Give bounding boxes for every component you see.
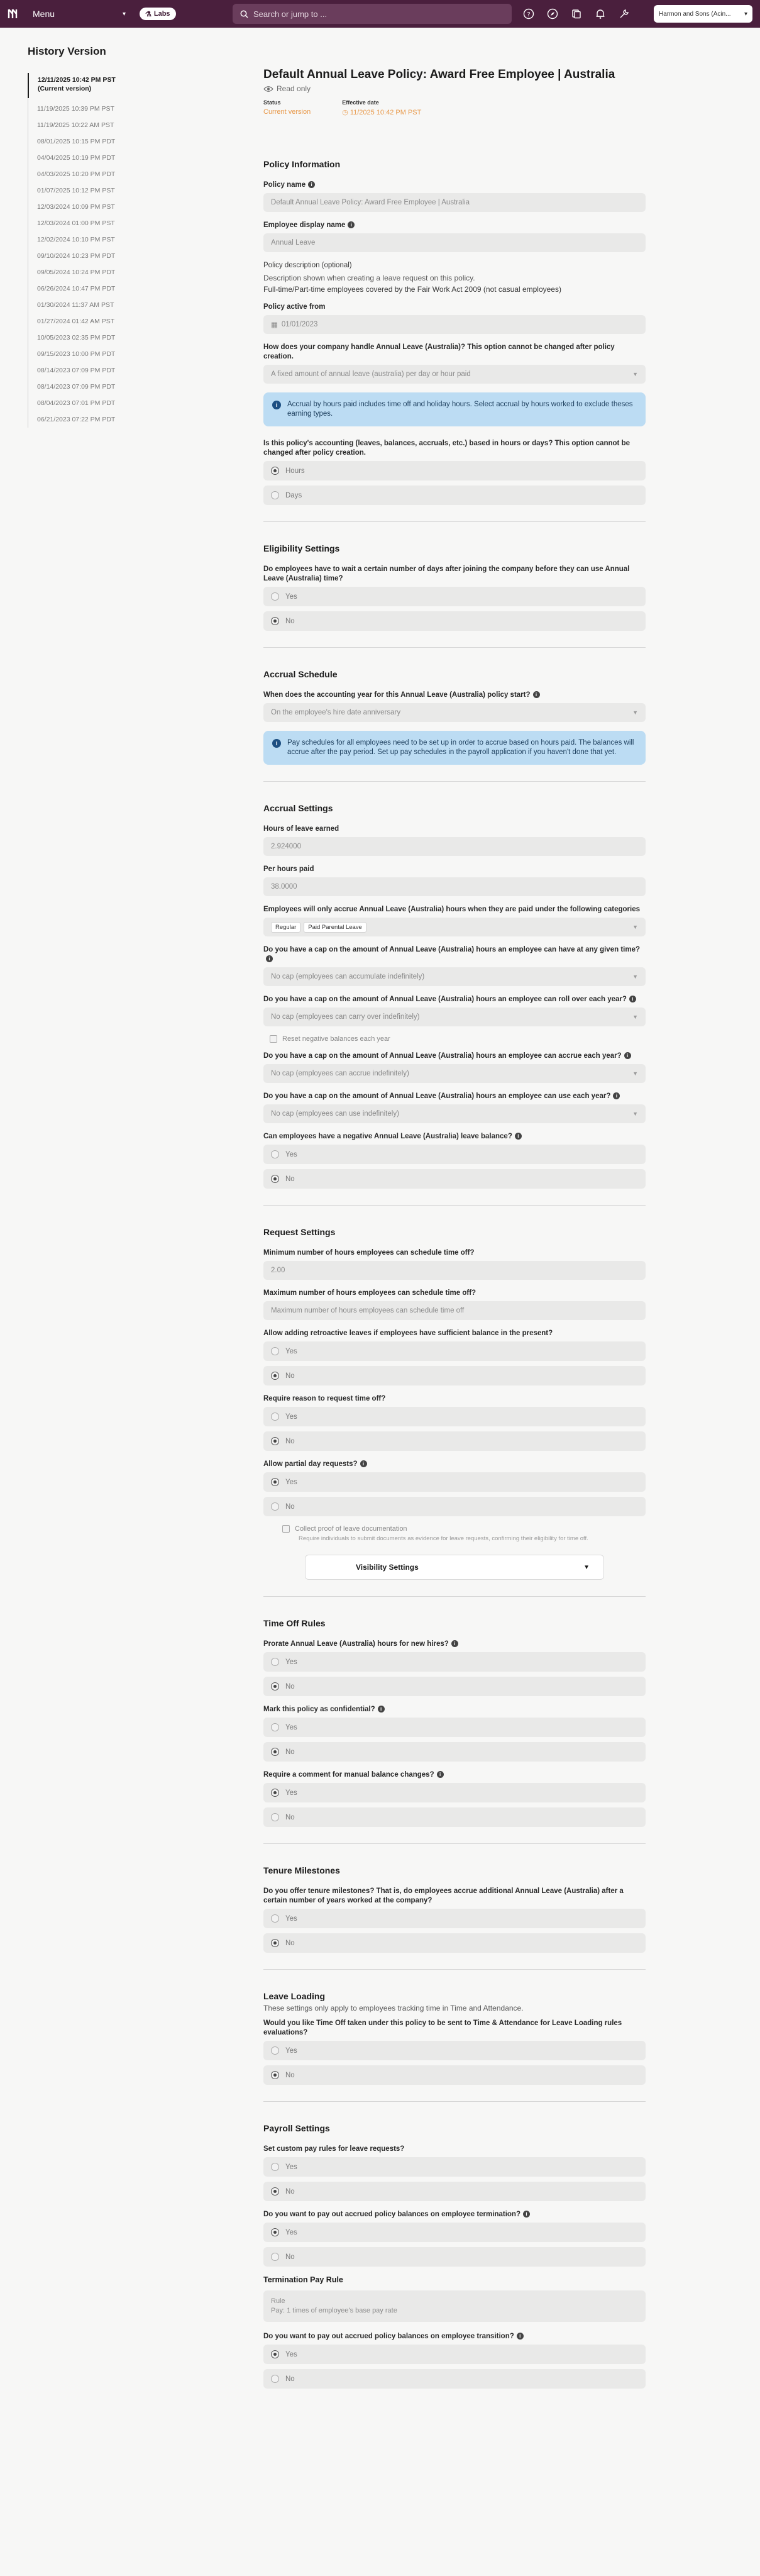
max-hours-placeholder: Maximum number of hours employees can schedule time off bbox=[271, 1307, 465, 1314]
radio-icon bbox=[271, 1658, 279, 1666]
version-item[interactable]: 01/27/2024 01:42 AM PST bbox=[37, 318, 115, 325]
chevron-down-icon: ▼ bbox=[632, 1111, 638, 1117]
leave-loading-subtitle: These settings only apply to employees tracking time in Time and Attendance. bbox=[263, 2004, 524, 2012]
radio-yes[interactable] bbox=[263, 1909, 646, 1928]
version-item[interactable]: 08/01/2025 10:15 PM PDT bbox=[37, 138, 116, 145]
radio-icon bbox=[271, 1372, 279, 1380]
help-icon[interactable] bbox=[522, 7, 536, 21]
info-icon: i bbox=[272, 739, 281, 748]
eligibility-section bbox=[263, 543, 646, 631]
radio-icon bbox=[271, 592, 279, 601]
info-icon[interactable]: i bbox=[308, 181, 315, 188]
history-sidebar bbox=[28, 45, 179, 428]
status-value: Current version bbox=[263, 108, 311, 116]
version-item[interactable]: 06/21/2023 07:22 PM PDT bbox=[37, 416, 116, 423]
section-title: Payroll Settings bbox=[263, 2123, 330, 2133]
radio-icon bbox=[271, 1789, 279, 1797]
radio-no[interactable] bbox=[263, 611, 646, 631]
version-item[interactable]: 09/05/2024 10:24 PM PDT bbox=[37, 269, 116, 276]
description-label: Policy description (optional) bbox=[263, 262, 352, 269]
version-item[interactable]: 04/03/2025 10:20 PM PDT bbox=[37, 170, 116, 178]
menu-label: Menu bbox=[33, 9, 55, 19]
radio-no[interactable] bbox=[263, 1366, 646, 1385]
accrual-settings-section bbox=[263, 803, 646, 1189]
radio-icon bbox=[271, 1175, 279, 1183]
version-item[interactable]: 08/04/2023 07:01 PM PDT bbox=[37, 399, 116, 407]
radio-no[interactable] bbox=[263, 2182, 646, 2201]
compass-icon[interactable] bbox=[546, 7, 559, 21]
hours-earned-label: Hours of leave earned bbox=[263, 825, 339, 833]
radio-label: No bbox=[285, 2375, 295, 2383]
radio-icon bbox=[271, 2253, 279, 2261]
radio-yes[interactable] bbox=[263, 2041, 646, 2060]
radio-label: No bbox=[285, 617, 295, 625]
version-item[interactable]: 01/07/2025 10:12 PM PST bbox=[37, 187, 115, 194]
radio-label: No bbox=[285, 1813, 295, 1821]
info-icon[interactable]: i bbox=[515, 1133, 522, 1140]
radio-icon bbox=[271, 617, 279, 625]
flask-icon: ⚗ bbox=[145, 10, 151, 18]
info-icon[interactable]: i bbox=[451, 1640, 458, 1647]
radio-label: Yes bbox=[285, 1789, 297, 1797]
cap-use-label: Do you have a cap on the amount of Annual Leave (Australia) hours an employee can use each year? bbox=[263, 1092, 611, 1100]
chevron-down-icon: ▼ bbox=[632, 974, 638, 980]
radio-label: Yes bbox=[285, 2228, 297, 2236]
readonly-label: Read only bbox=[277, 84, 311, 93]
divider bbox=[263, 781, 646, 782]
section-title: Eligibility Settings bbox=[263, 543, 340, 553]
radio-no[interactable] bbox=[263, 1933, 646, 1953]
version-item[interactable]: 04/04/2025 10:19 PM PDT bbox=[37, 154, 116, 162]
version-meta bbox=[263, 99, 646, 116]
custom-pay-label: Set custom pay rules for leave requests? bbox=[263, 2145, 405, 2153]
info-icon[interactable]: i bbox=[517, 2333, 524, 2340]
calendar-icon: ▦ bbox=[271, 321, 278, 329]
section-title: Tenure Milestones bbox=[263, 1865, 340, 1875]
cap-roll-select[interactable] bbox=[263, 1008, 646, 1026]
radio-icon bbox=[271, 491, 279, 499]
documents-icon[interactable] bbox=[570, 7, 583, 21]
visibility-settings-button[interactable] bbox=[305, 1555, 604, 1580]
radio-label: Yes bbox=[285, 1478, 297, 1486]
radio-no[interactable] bbox=[263, 1742, 646, 1762]
categories-multiselect[interactable] bbox=[263, 918, 646, 936]
handle-label: How does your company handle Annual Leave (Australia)? This option cannot be changed after policy creation. bbox=[263, 343, 615, 360]
effective-label: Effective date bbox=[342, 99, 379, 106]
radio-yes[interactable] bbox=[263, 1472, 646, 1492]
effective-value: 11/2025 10:42 PM PST bbox=[350, 108, 422, 116]
version-item[interactable]: 12/03/2024 01:00 PM PST bbox=[37, 219, 115, 227]
proof-checkbox-row[interactable] bbox=[282, 1525, 646, 1533]
radio-yes[interactable] bbox=[263, 2157, 646, 2177]
radio-icon bbox=[271, 467, 279, 475]
divider bbox=[263, 521, 646, 522]
radio-no[interactable] bbox=[263, 2065, 646, 2085]
request-settings-section bbox=[263, 1227, 646, 1580]
divider bbox=[263, 1205, 646, 1206]
checkbox[interactable] bbox=[282, 1525, 290, 1533]
radio-icon bbox=[271, 1437, 279, 1445]
radio-no[interactable] bbox=[263, 1807, 646, 1827]
year-start-value: On the employee's hire date anniversary bbox=[271, 709, 401, 716]
display-name-label: Employee display name bbox=[263, 221, 346, 229]
radio-no[interactable] bbox=[263, 1431, 646, 1451]
chevron-down-icon: ▼ bbox=[583, 1563, 590, 1571]
menu-button[interactable] bbox=[33, 6, 126, 21]
top-navigation-bar bbox=[0, 0, 760, 28]
radio-no[interactable] bbox=[263, 1497, 646, 1516]
status-label: Status bbox=[263, 99, 281, 106]
cap-any-value: No cap (employees can accumulate indefinitely) bbox=[271, 973, 425, 980]
radio-label: Yes bbox=[285, 2350, 297, 2358]
radio-hours[interactable] bbox=[263, 461, 646, 480]
radio-yes[interactable] bbox=[263, 1718, 646, 1737]
info-banner bbox=[263, 392, 646, 426]
radio-label: No bbox=[285, 1502, 295, 1511]
cap-use-value: No cap (employees can use indefinitely) bbox=[271, 1110, 399, 1118]
leave-loading-section bbox=[263, 1991, 646, 2085]
chevron-down-icon: ▼ bbox=[632, 709, 638, 716]
description-sublabel: Description shown when creating a leave request on this policy. bbox=[263, 274, 475, 282]
version-item-current[interactable] bbox=[28, 73, 179, 98]
version-item[interactable]: 08/14/2023 07:09 PM PDT bbox=[37, 383, 116, 391]
partial-day-label: Allow partial day requests? bbox=[263, 1460, 358, 1468]
page-title: Default Annual Leave Policy: Award Free Employee | Australia bbox=[263, 68, 615, 81]
divider bbox=[263, 2101, 646, 2102]
prorate-label: Prorate Annual Leave (Australia) hours for new hires? bbox=[263, 1640, 449, 1648]
version-item[interactable]: 06/26/2024 10:47 PM PDT bbox=[37, 285, 116, 292]
radio-icon bbox=[271, 1502, 279, 1511]
info-icon: i bbox=[272, 401, 281, 409]
radio-icon bbox=[271, 2046, 279, 2055]
eye-icon bbox=[263, 86, 273, 92]
per-hours-input[interactable] bbox=[263, 877, 646, 896]
radio-icon bbox=[271, 2228, 279, 2236]
radio-label: No bbox=[285, 1682, 295, 1690]
handle-select[interactable] bbox=[263, 365, 646, 384]
chevron-down-icon: ▼ bbox=[632, 1014, 638, 1020]
policy-name-value: Default Annual Leave Policy: Award Free Employee | Australia bbox=[271, 199, 470, 206]
policy-name-input[interactable] bbox=[263, 193, 646, 212]
radio-label: Days bbox=[285, 491, 302, 499]
radio-icon bbox=[271, 1478, 279, 1486]
version-item[interactable]: 09/10/2024 10:23 PM PDT bbox=[37, 252, 116, 260]
version-item[interactable]: 12/03/2024 10:09 PM PST bbox=[37, 203, 115, 211]
per-hours-value: 38.0000 bbox=[271, 883, 297, 891]
reset-negative-checkbox-row[interactable] bbox=[270, 1035, 646, 1043]
radio-yes[interactable] bbox=[263, 2223, 646, 2242]
search-icon bbox=[240, 10, 248, 18]
tenure-label: Do you offer tenure milestones? That is, do employees accrue additional Annual Leave (Australia) after a certain number of years worked at the company? bbox=[263, 1887, 624, 1904]
info-icon[interactable]: i bbox=[624, 1052, 631, 1059]
confidential-label: Mark this policy as confidential? bbox=[263, 1706, 375, 1713]
clock-icon: ◷ bbox=[342, 109, 348, 116]
section-title: Request Settings bbox=[263, 1227, 336, 1237]
version-item[interactable]: 08/14/2023 07:09 PM PDT bbox=[37, 367, 116, 374]
rule-label: Rule bbox=[271, 2297, 285, 2305]
history-title: History Version bbox=[28, 45, 106, 57]
info-icon[interactable]: i bbox=[533, 691, 540, 698]
checkbox[interactable] bbox=[270, 1035, 277, 1043]
radio-label: No bbox=[285, 1939, 295, 1947]
radio-yes[interactable] bbox=[263, 1407, 646, 1426]
cap-use-select[interactable] bbox=[263, 1104, 646, 1123]
cap-accrue-label: Do you have a cap on the amount of Annual Leave (Australia) hours an employee can accrue each year? bbox=[263, 1052, 622, 1060]
hours-earned-input[interactable] bbox=[263, 837, 646, 856]
version-current-note: (Current version) bbox=[38, 85, 92, 92]
radio-yes[interactable] bbox=[263, 1652, 646, 1672]
year-start-select[interactable] bbox=[263, 703, 646, 722]
radio-label: Yes bbox=[285, 1413, 297, 1421]
year-start-label: When does the accounting year for this Annual Leave (Australia) policy start? bbox=[263, 691, 531, 699]
categories-label: Employees will only accrue Annual Leave (Australia) hours when they are paid under the following categories bbox=[263, 906, 640, 913]
labs-label: Labs bbox=[153, 10, 170, 18]
section-title: Leave Loading bbox=[263, 1991, 326, 2001]
max-hours-input[interactable] bbox=[263, 1301, 646, 1320]
info-icon[interactable]: i bbox=[360, 1460, 367, 1467]
info-icon[interactable]: i bbox=[629, 996, 636, 1002]
readonly-indicator bbox=[263, 84, 646, 93]
min-hours-value: 2.00 bbox=[271, 1267, 285, 1274]
chevron-down-icon: ▾ bbox=[122, 10, 126, 18]
chevron-down-icon: ▼ bbox=[632, 924, 638, 930]
radio-yes[interactable] bbox=[263, 2345, 646, 2364]
category-chip: Regular bbox=[271, 922, 300, 933]
active-from-value: 01/01/2023 bbox=[281, 321, 318, 328]
payout-termination-label: Do you want to pay out accrued policy balances on employee termination? bbox=[263, 2211, 520, 2218]
leave-loading-label: Would you like Time Off taken under this policy to be sent to Time & Attendance for Leave Loading rules evaluations? bbox=[263, 2019, 622, 2036]
cap-any-label: Do you have a cap on the amount of Annual Leave (Australia) hours an employee can have at any given time? bbox=[263, 946, 640, 953]
radio-label: No bbox=[285, 1437, 295, 1445]
policy-name-label: Policy name bbox=[263, 181, 306, 189]
accounting-label: Is this policy's accounting (leaves, balances, accruals, etc.) based in hours or days? This option cannot be changed after policy creation. bbox=[263, 440, 631, 457]
radio-yes[interactable] bbox=[263, 587, 646, 606]
cap-accrue-select[interactable] bbox=[263, 1064, 646, 1083]
radio-no[interactable] bbox=[263, 1677, 646, 1696]
reset-negative-label: Reset negative balances each year bbox=[282, 1035, 390, 1043]
info-icon[interactable]: i bbox=[523, 2211, 530, 2218]
policy-main bbox=[263, 68, 646, 2397]
section-title: Accrual Schedule bbox=[263, 669, 338, 679]
global-search[interactable] bbox=[233, 4, 512, 24]
radio-icon bbox=[271, 2375, 279, 2383]
radio-no[interactable] bbox=[263, 2247, 646, 2267]
radio-label: No bbox=[285, 1748, 295, 1756]
info-icon[interactable]: i bbox=[378, 1706, 385, 1713]
radio-icon bbox=[271, 1413, 279, 1421]
banner-text: Accrual by hours paid includes time off and holiday hours. Select accrual by hours worked to exclude theses earning types. bbox=[287, 401, 633, 418]
min-hours-label: Minimum number of hours employees can schedule time off? bbox=[263, 1249, 475, 1257]
divider bbox=[263, 1969, 646, 1970]
info-banner bbox=[263, 731, 646, 765]
radio-icon bbox=[271, 1347, 279, 1355]
payout-transition-label: Do you want to pay out accrued policy balances on employee transition? bbox=[263, 2333, 514, 2340]
radio-yes[interactable] bbox=[263, 1783, 646, 1802]
svg-text:?: ? bbox=[527, 11, 531, 18]
radio-label: Yes bbox=[285, 1914, 297, 1923]
info-icon[interactable]: i bbox=[613, 1092, 620, 1099]
section-title: Time Off Rules bbox=[263, 1618, 326, 1628]
app-logo-icon[interactable] bbox=[8, 8, 20, 19]
divider bbox=[263, 1596, 646, 1597]
wait-label: Do employees have to wait a certain number of days after joining the company before they can use Annual Leave (Australia) time? bbox=[263, 565, 630, 582]
radio-no[interactable] bbox=[263, 1169, 646, 1189]
labs-badge[interactable] bbox=[140, 8, 176, 20]
version-item[interactable]: 11/19/2025 10:39 PM PST bbox=[37, 105, 114, 113]
radio-label: Yes bbox=[285, 2163, 297, 2171]
info-icon[interactable]: i bbox=[348, 221, 355, 228]
retro-label: Allow adding retroactive leaves if employees have sufficient balance in the present? bbox=[263, 1330, 553, 1337]
radio-label: Hours bbox=[285, 467, 305, 475]
radio-label: Yes bbox=[285, 2046, 297, 2055]
cap-roll-value: No cap (employees can carry over indefinitely) bbox=[271, 1013, 420, 1021]
version-item[interactable]: 11/19/2025 10:22 AM PST bbox=[37, 121, 114, 129]
radio-icon bbox=[271, 1723, 279, 1731]
radio-icon bbox=[271, 2163, 279, 2171]
tools-icon[interactable] bbox=[617, 7, 631, 21]
hours-earned-value: 2.924000 bbox=[271, 843, 301, 850]
description-value: Full-time/Part-time employees covered by the Fair Work Act 2009 (not casual employees) bbox=[263, 285, 561, 294]
active-from-date-input[interactable] bbox=[263, 315, 646, 334]
termination-pay-rule-title: Termination Pay Rule bbox=[263, 2275, 343, 2284]
negative-balance-label: Can employees have a negative Annual Leave (Australia) leave balance? bbox=[263, 1133, 512, 1140]
divider bbox=[263, 1843, 646, 1844]
tenure-section bbox=[263, 1865, 646, 1953]
radio-icon bbox=[271, 1813, 279, 1821]
radio-icon bbox=[271, 1150, 279, 1158]
proof-description: Require individuals to submit documents as evidence for leave requests, confirming their eligibility for time off. bbox=[299, 1535, 588, 1542]
radio-icon bbox=[271, 1748, 279, 1756]
search-input[interactable] bbox=[253, 9, 492, 19]
version-item[interactable]: 09/15/2023 10:00 PM PDT bbox=[37, 350, 116, 358]
banner-text: Pay schedules for all employees need to be set up in order to accrue based on hours paid. The balances will accrue after the pay period. Set up pay schedules in the payroll application if you haven't done that yet. bbox=[287, 739, 634, 756]
radio-label: No bbox=[285, 1372, 295, 1380]
version-item[interactable]: 01/30/2024 11:37 AM PST bbox=[37, 301, 114, 309]
chevron-down-icon: ▼ bbox=[632, 1070, 638, 1077]
section-title: Accrual Settings bbox=[263, 803, 333, 813]
category-chip: Paid Parental Leave bbox=[304, 922, 366, 933]
time-off-rules-section bbox=[263, 1618, 646, 1827]
radio-label: No bbox=[285, 2253, 295, 2261]
section-title: Policy Information bbox=[263, 159, 341, 169]
cap-accrue-value: No cap (employees can accrue indefinitely) bbox=[271, 1070, 409, 1077]
radio-icon bbox=[271, 2350, 279, 2358]
radio-label: Yes bbox=[285, 1347, 297, 1355]
version-item[interactable]: 12/02/2024 10:10 PM PST bbox=[37, 236, 115, 243]
bell-icon[interactable] bbox=[593, 7, 607, 21]
min-hours-input[interactable] bbox=[263, 1261, 646, 1280]
radio-yes[interactable] bbox=[263, 1145, 646, 1164]
comment-label: Require a comment for manual balance changes? bbox=[263, 1771, 434, 1779]
radio-icon bbox=[271, 1682, 279, 1690]
display-name-input[interactable] bbox=[263, 233, 646, 252]
radio-label: No bbox=[285, 1175, 295, 1183]
version-list bbox=[28, 73, 179, 428]
version-date: 12/11/2025 10:42 PM PST bbox=[38, 76, 116, 84]
active-from-label: Policy active from bbox=[263, 303, 326, 311]
radio-label: Yes bbox=[285, 592, 297, 601]
cap-any-select[interactable] bbox=[263, 967, 646, 986]
proof-label: Collect proof of leave documentation bbox=[295, 1525, 407, 1533]
termination-rule-box bbox=[263, 2290, 646, 2322]
radio-label: No bbox=[285, 2071, 295, 2079]
chevron-down-icon: ▾ bbox=[744, 10, 747, 18]
cap-roll-label: Do you have a cap on the amount of Annual Leave (Australia) hours an employee can roll over each year? bbox=[263, 996, 627, 1003]
radio-label: Yes bbox=[285, 1723, 297, 1731]
radio-icon bbox=[271, 1914, 279, 1923]
radio-label: No bbox=[285, 2187, 295, 2196]
company-switcher-button[interactable] bbox=[654, 5, 752, 23]
chevron-down-icon: ▼ bbox=[632, 371, 638, 377]
per-hours-label: Per hours paid bbox=[263, 865, 314, 873]
radio-no[interactable] bbox=[263, 2369, 646, 2389]
handle-value: A fixed amount of annual leave (australia) per day or hour paid bbox=[271, 370, 471, 378]
payroll-settings-section bbox=[263, 2123, 646, 2389]
policy-information-section bbox=[263, 159, 646, 505]
radio-icon bbox=[271, 1939, 279, 1947]
radio-yes[interactable] bbox=[263, 1341, 646, 1361]
radio-icon bbox=[271, 2187, 279, 2196]
info-icon[interactable]: i bbox=[266, 955, 273, 962]
radio-icon bbox=[271, 2071, 279, 2079]
radio-label: Yes bbox=[285, 1658, 297, 1666]
rule-value: Pay: 1 times of employee's base pay rate bbox=[271, 2307, 397, 2314]
radio-label: Yes bbox=[285, 1150, 297, 1158]
company-label: Harmon and Sons (Acin... bbox=[659, 10, 731, 18]
visibility-label: Visibility Settings bbox=[356, 1563, 419, 1572]
radio-days[interactable] bbox=[263, 486, 646, 505]
reason-label: Require reason to request time off? bbox=[263, 1395, 386, 1402]
divider bbox=[263, 647, 646, 648]
display-name-value: Annual Leave bbox=[271, 239, 316, 247]
max-hours-label: Maximum number of hours employees can schedule time off? bbox=[263, 1289, 476, 1297]
version-item[interactable]: 10/05/2023 02:35 PM PDT bbox=[37, 334, 116, 341]
info-icon[interactable]: i bbox=[437, 1771, 444, 1778]
accrual-schedule-section bbox=[263, 669, 646, 765]
